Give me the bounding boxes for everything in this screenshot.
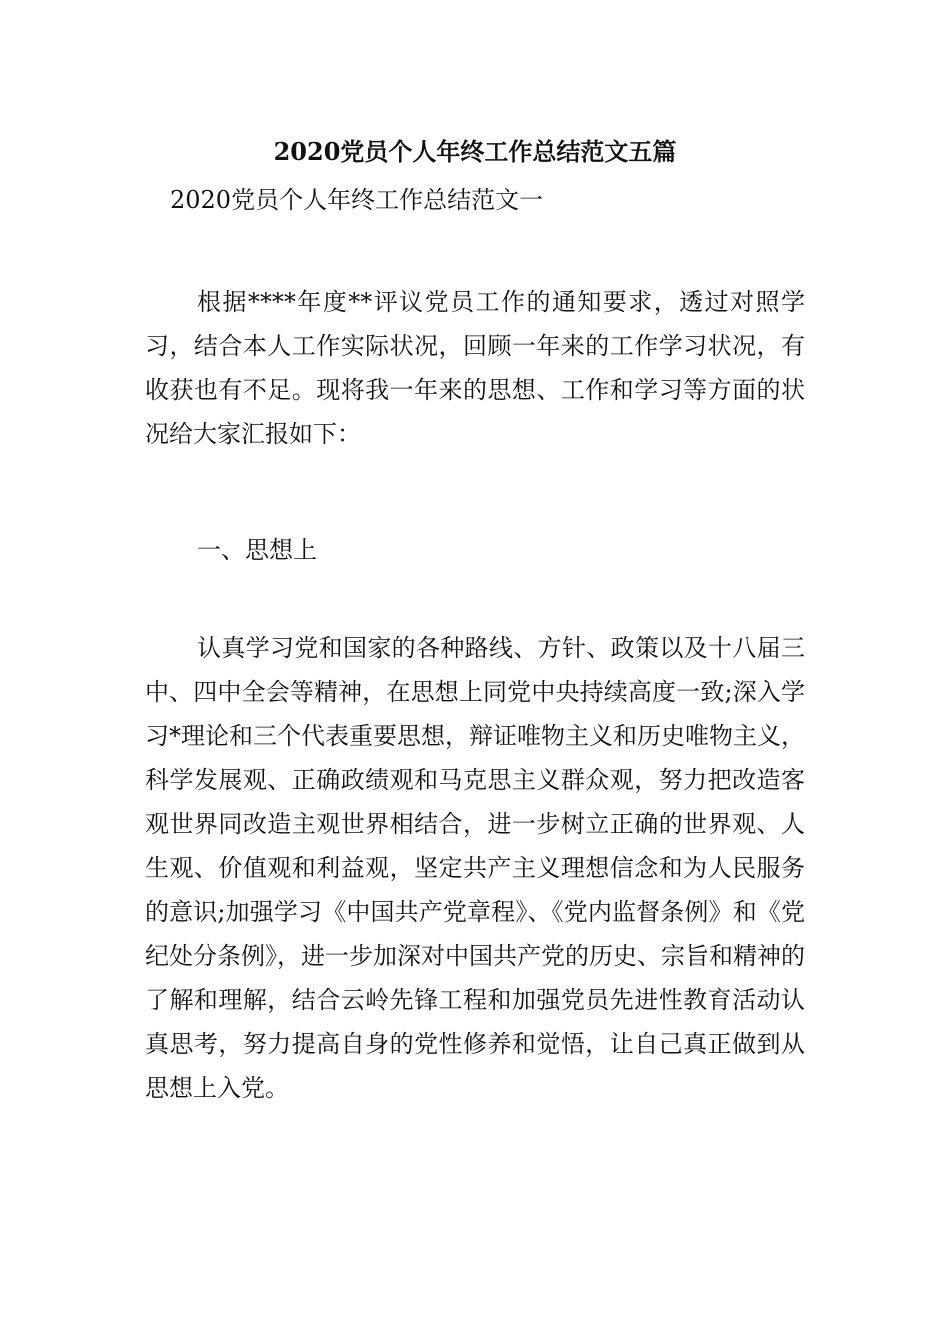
section-body-thought: 认真学习党和国家的各种路线、方针、政策以及十八届三中、四中全会等精神，在思想上同党中央持续高度一致;深入学习*理论和三个代表重要思想，辩证唯物主义和历史唯物主义，科学发展观、正确政绩观和马克思主义群众观，努力把改造客观世界同改造主观世界相结合，进一步树立正确的世界观、人生观、价值观和利益观，坚定共产主义理想信念和为人民服务的意识;加强学习《中国共产党章程》、《党内监督条例》和《党纪处分条例》，进一步加深对中国共产党的历史、宗旨和精神的了解和理解，结合云岭先锋工程和加强党员先进性教育活动认真思考，努力提高自身的党性修养和觉悟，让自己真正做到从思想上入党。: [145, 634, 805, 1102]
document-title: 2020党员个人年终工作总结范文五篇: [273, 137, 677, 166]
document-subtitle: 2020党员个人年终工作总结范文一: [170, 186, 544, 214]
intro-paragraph: 根据****年度**评议党员工作的通知要求，透过对照学习，结合本人工作实际状况，回顾一年来的工作学习状况，有收获也有不足。现将我一年来的思想、工作和学习等方面的状况给大家汇报如下：: [145, 288, 805, 448]
section-heading-thought: 一、思想上: [197, 536, 317, 564]
